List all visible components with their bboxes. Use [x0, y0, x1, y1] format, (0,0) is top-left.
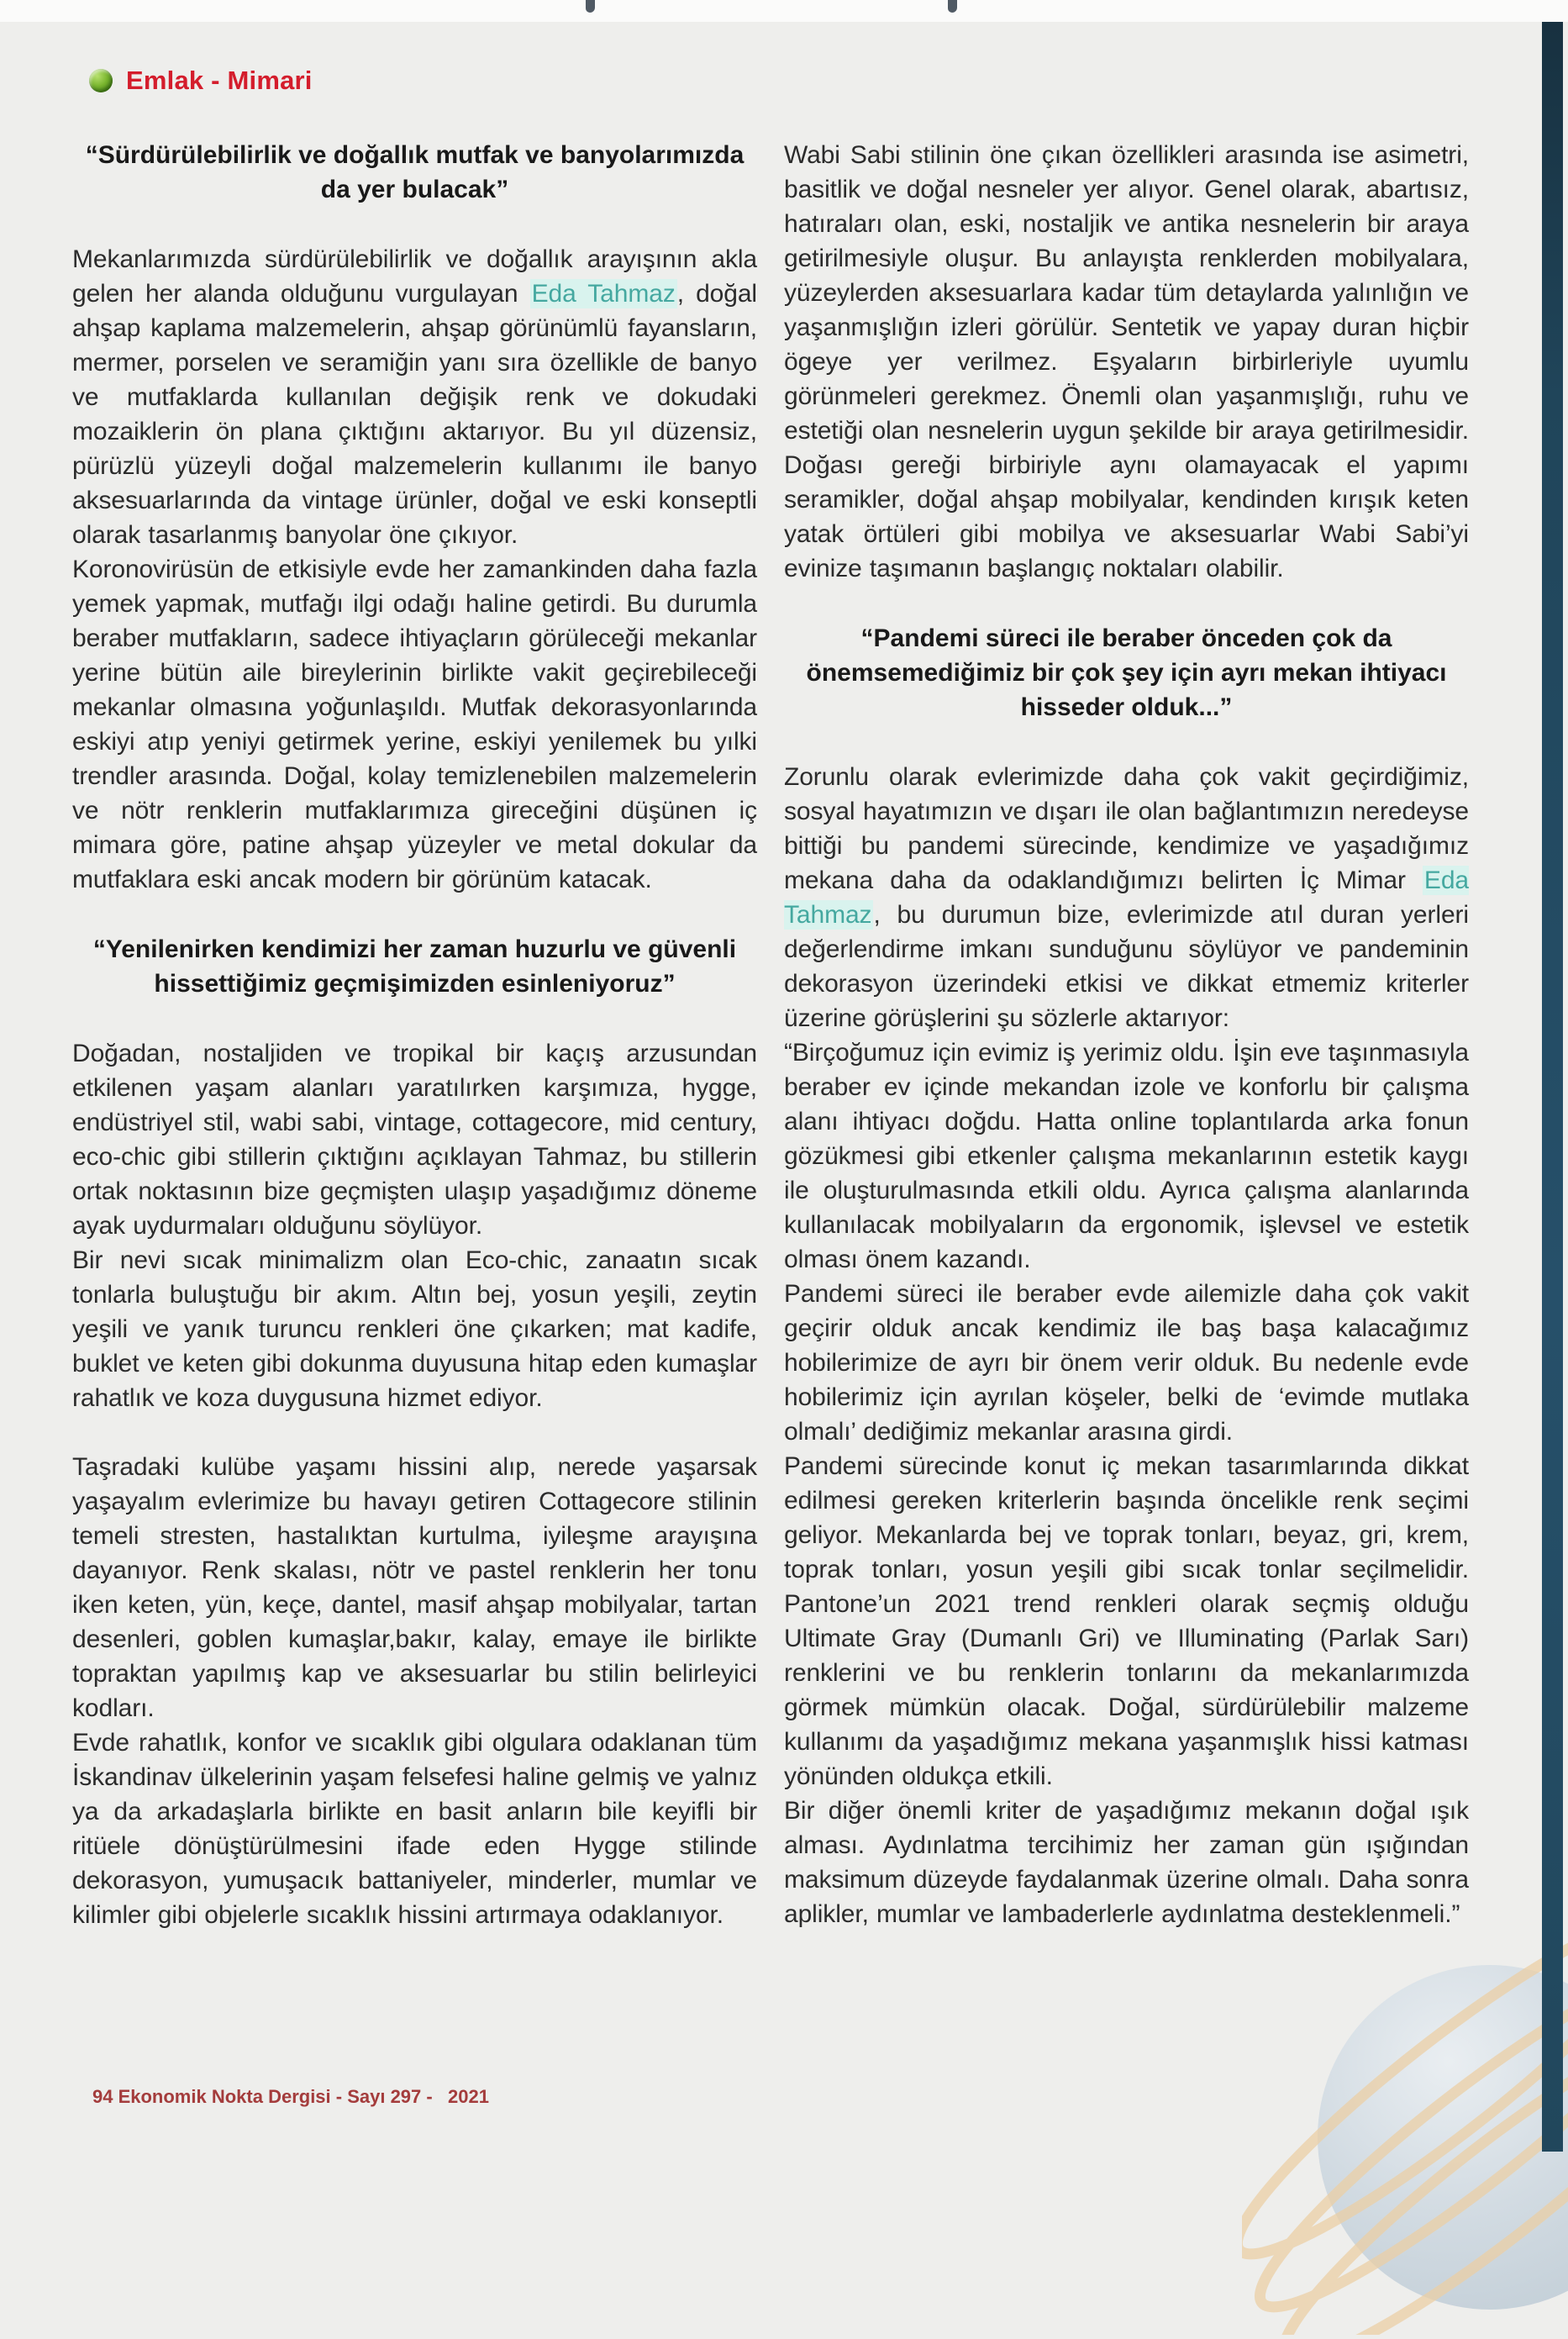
paragraph [784, 760, 1469, 1035]
scan-artifact [948, 0, 957, 13]
paragraph-text: , doğal ahşap kaplama malzemelerin, ahşap görünümlü fayansların, mermer, porselen ve seramiğin yanı sıra özellikle de banyo ve mutfaklarda kullanılan değişik renk ve dokudaki mozaiklerin ön plana çıktığını aktarıyor. Bu yıl düzensiz, pürüzlü yüzeyli doğal malzemelerin kullanımı ile banyo aksesuarlarında da vintage ürünler, doğal ve eski konseptli olarak tasarlanmış banyolar öne çıkıyor. [72, 280, 758, 549]
section-header [89, 66, 313, 96]
highlighted-name: Eda Tahmaz [531, 280, 676, 308]
paragraph: Taşradaki kulübe yaşamı hissini alıp, nerede yaşarsak yaşayalım evlerimize bu havayı getiren Cottagecore stilinin temeli stresten, hastalıktan kurtulma, iyileşme arayışına dayanıyor. Renk skalası, nötr ve pastel renklerin her tonu iken keten, yün, keçe, dantel, masif ahşap mobilyalar, tartan desenleri, goblen kumaşlar,bakır, kalay, emaye ile birlikte topraktan yapılmış kap ve aksesuarlar bu stilin belirleyici kodları. [72, 1453, 757, 1722]
left-column [72, 138, 757, 1932]
paragraph: Koronovirüsün de etkisiyle evde her zamankinden daha fazla yemek yapmak, mutfağı ilgi odağı haline getirdi. Bu durumla beraber mutfakların, sadece ihtiyaçların görüleceği mekanlar yerine bütün aile bireylerinin birlikte vakit geçirebileceği mekanlar olmasına yoğunlaşıldı. Mutfak dekorasyonlarında eskiyi atıp yeniyi getirmek yerine, eskiyi yenilemek bu yılki trendler arasında. Doğal, kolay temizlenebilen malzemelerin ve nötr renklerin mutfaklarımıza gireceğini düşünen iç mimara göre, patine ahşap yüzeyler ve metal dokular da mutfaklara eski ancak modern bir görünüm katacak. [72, 556, 757, 893]
paragraph: Wabi Sabi stilinin öne çıkan özellikleri arasında ise asimetri, basitlik ve doğal nesneler yer alıyor. Genel olarak, abartısız, hatıraları olan, eski, nostaljik ve antika nesnelerin bir araya getirilmesiyle oluşur. Bu anlayışta renklerden mobilyalara, yüzeylerden aksesuarlara kadar tüm detaylarda yalınlığın ve yaşanmışlığın izleri görülür. Sentetik ve yapay duran hiçbir ögeye yer verilmez. Eşyaların birbirleriyle uyumlu görünmeleri gerekmez. Önemli olan yaşanmışlığı, ruhu ve estetiği olan nesnelerin uygun şekilde bir araya getirilmesidir. Doğası gereği birbiriyle aynı olamayacak el yapımı seramikler, doğal ahşap mobilyalar, kendinden kırışık keten yatak örtüleri gibi mobilya ve aksesuarlar Wabi Sabi’yi evinize taşımanın başlangıç noktaları olabilir. [784, 141, 1469, 582]
highlighted-name: Eda Tahmaz [784, 867, 1469, 929]
ringed-globe-icon [1242, 1881, 1568, 2335]
quote-heading-renewal: “Yenilenirken kendimizi her zaman huzurlu ve güvenli hissettiğimiz geçmişimizden esinleniyoruz” [92, 935, 737, 998]
paragraph-text: Zorunlu olarak evlerimizde daha çok vakit geçirdiğimiz, sosyal hayatımızın ve dışarı ile olan bağlantımızın neredeyse bittiği bu pandemi sürecinde, kendimize ve yaşadığımız mekana daha da odaklandığımızı belirten İç Mimar [784, 763, 1469, 894]
quote-heading-pandemic: “Pandemi süreci ile beraber önceden çok da önemsemediğimiz bir çok şey için ayrı mekan ihtiyacı hisseder olduk...” [806, 624, 1447, 721]
paragraph: Evde rahatlık, konfor ve sıcaklık gibi olgulara odaklanan tüm İskandinav ülkelerinin yaşam felsefesi haline gelmiş ve yalnız ya da arkadaşlarla birlikte en basit anların bile keyifli bir ritüele dönüştürülmesini ifade eden Hygge stilinde dekorasyon, yumuşacık battaniyeler, minderler, mumlar ve kilimler gibi objelerle sıcaklık hissini artırmaya odaklanıyor. [72, 1729, 757, 1929]
article-body [72, 138, 1469, 1932]
paragraph: Bir diğer önemli kriter de yaşadığımız mekanın doğal ışık alması. Aydınlatma tercihimiz her zaman gün ışığından maksimum düzeyde faydalanmak üzerine olmalı. Daha sonra aplikler, mumlar ve lambaderlerle aydınlatma desteklenmeli.” [784, 1797, 1469, 1928]
green-sphere-icon [89, 69, 113, 92]
paragraph: Pandemi sürecinde konut iç mekan tasarımlarında dikkat edilmesi gereken kriterlerin başında öncelikle renk seçimi geliyor. Mekanlarda bej ve toprak tonları, beyaz, gri, krem, toprak tonları, yosun yeşili gibi sıcak tonlar seçilmelidir. Pantone’un 2021 trend renkleri olarak seçmiş olduğu Ultimate Gray (Dumanlı Gri) ve Illuminating (Parlak Sarı) renklerini ve bu renklerin tonlarını da mekanlarımızda görmek mümkün olacak. Doğal, sürdürülebilir malzeme kullanımı da yaşadığımız mekana yaşanmışlık hissi katması yönünden oldukça etkili. [784, 1452, 1469, 1790]
right-column [784, 138, 1469, 1932]
paragraph: Pandemi süreci ile beraber evde ailemizle daha çok vakit geçirir olduk ancak kendimiz ile baş başa kalacağımız hobilerimize de ayrı bir önem verir olduk. Bu nedenle evde hobilerimiz için ayrılan köşeler, belki de ‘evimde mutlaka olmalı’ dediğimiz mekanlar arasına girdi. [784, 1280, 1469, 1446]
scan-artifact [586, 0, 595, 13]
section-label: Emlak - Mimari [126, 66, 313, 95]
page-footer: 94 Ekonomik Nokta Dergisi - Sayı 297 - 2021 [92, 2086, 489, 2107]
scan-top-edge [0, 0, 1568, 22]
paragraph-text: , bu durumun bize, evlerimizde atıl duran yerleri değerlendirme imkanı sunduğunu söylüyor ve pandeminin dekorasyon üzerindeki etkisi ve dikkat etmemiz kriterler üzerine görüşlerini şu sözlerle aktarıyor: [784, 901, 1469, 1032]
page-edge-bar [1542, 8, 1563, 2152]
paragraph [72, 242, 757, 552]
paragraph: “Birçoğumuz için evimiz iş yerimiz oldu. İşin eve taşınmasıyla beraber ev içinde mekandan izole ve konforlu bir çalışma alanı ihtiyacı doğdu. Hatta online toplantılarda arka fonun gözükmesi gibi etkenler çalışma mekanlarının estetik kaygı ile oluşturulmasında etkili oldu. Ayrıca çalışma alanlarında kullanılacak mobilyaların da ergonomik, işlevsel ve estetik olması önem kazandı. [784, 1039, 1469, 1273]
quote-heading-sustainability: “Sürdürülebilirlik ve doğallık mutfak ve banyolarımızda da yer bulacak” [85, 141, 745, 203]
paragraph-text: Mekanlarımızda sürdürülebilirlik ve doğallık arayışının akla gelen her alanda olduğunu vurgulayan [72, 245, 757, 308]
paragraph: Doğadan, nostaljiden ve tropikal bir kaçış arzusundan etkilenen yaşam alanları yaratılırken karşımıza, hygge, endüstriyel stil, wabi sabi, vintage, cottagecore, mid century, eco-chic gibi stillerin çıktığını açıklayan Tahmaz, bu stillerin ortak noktasının bize geçmişten ulaşıp yaşadığımız döneme ayak uydurmaları olduğunu söylüyor. [72, 1040, 757, 1240]
paragraph: Bir nevi sıcak minimalizm olan Eco-chic, zanaatın sıcak tonlarla buluştuğu bir akım. Altın bej, yosun yeşili, zeytin yeşili ve yanık turuncu renkleri öne çıkarken; mat kadife, buklet ve keten gibi dokunma duyusuna hitap eden kumaşlar rahatlık ve koza duygusuna hizmet ediyor. [72, 1246, 757, 1412]
globe-watermark [1242, 1881, 1568, 2335]
